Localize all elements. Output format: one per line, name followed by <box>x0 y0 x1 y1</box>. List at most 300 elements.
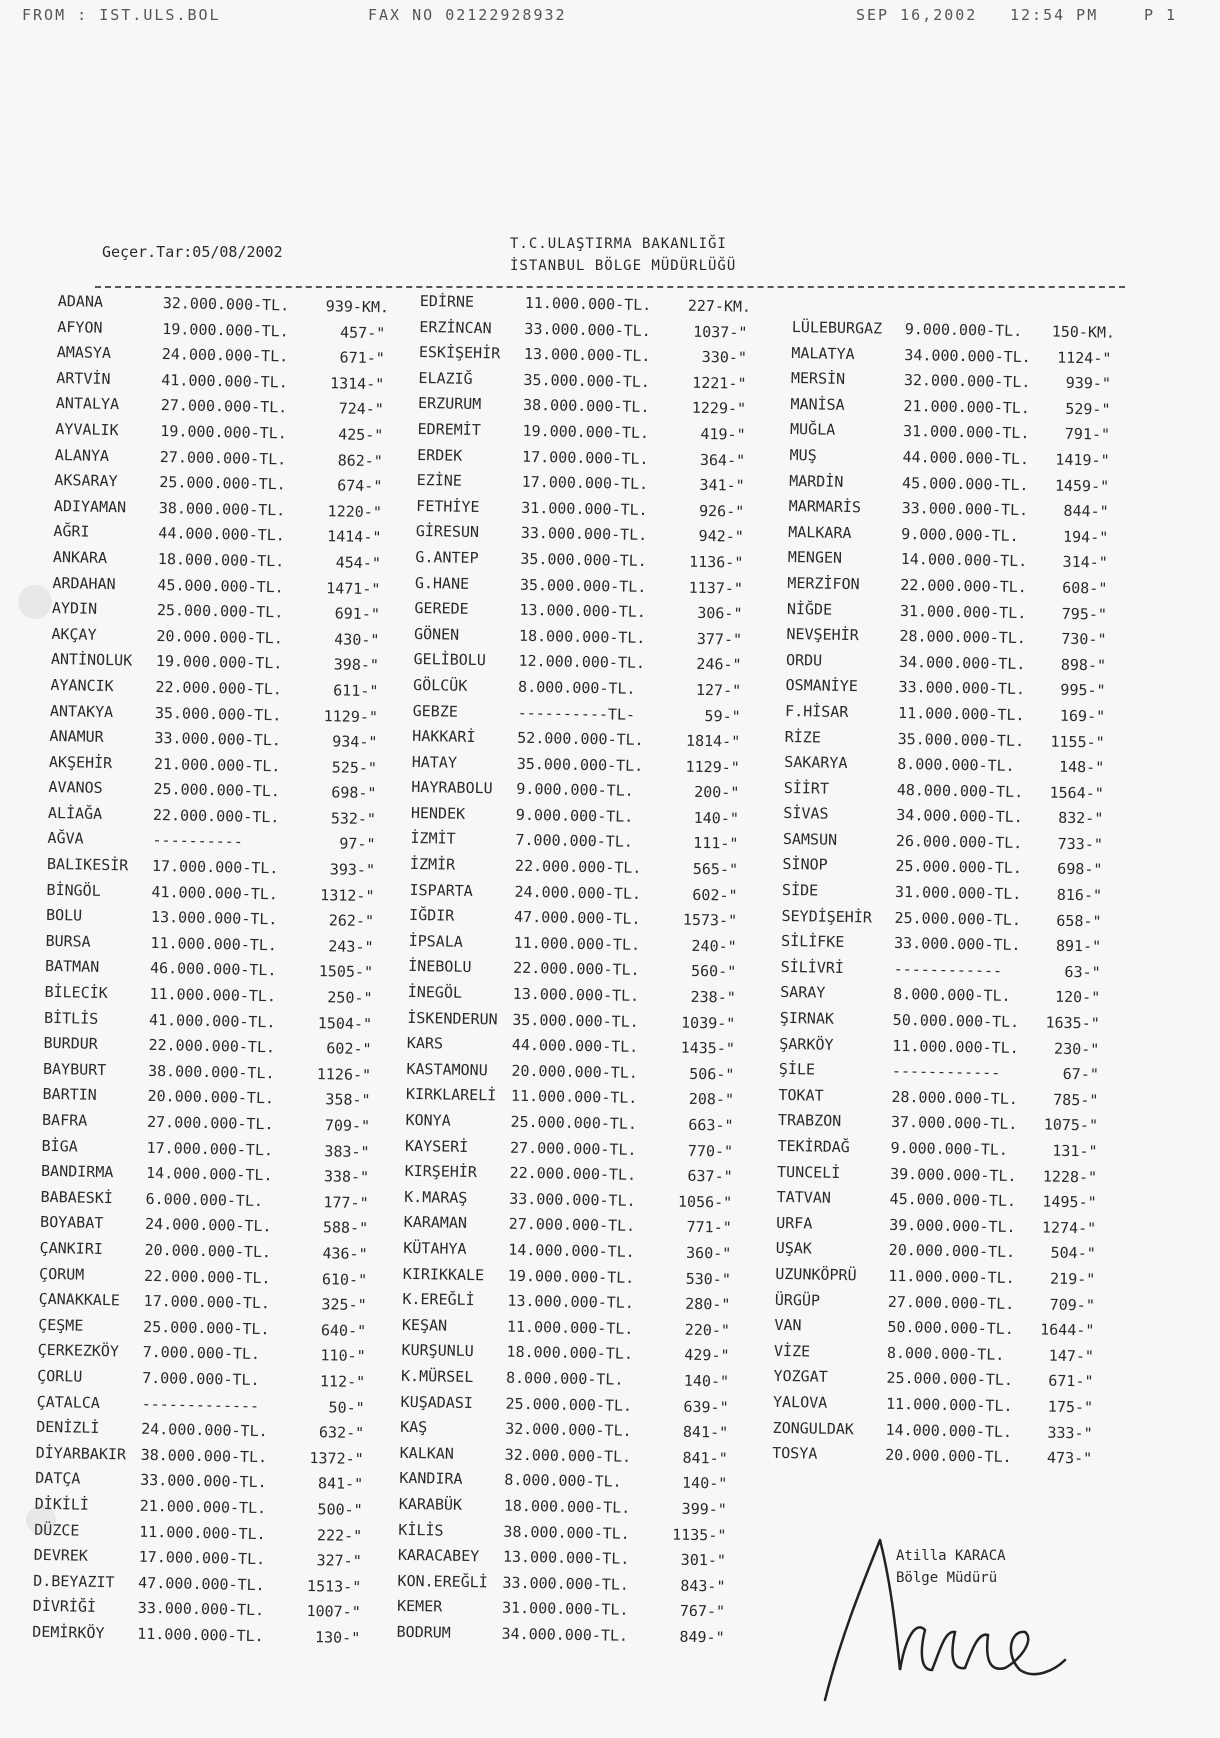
distance-km: 140-" <box>683 1371 730 1391</box>
distance-km: 338-" <box>323 1167 370 1187</box>
city-name: SAMSUN <box>782 829 838 849</box>
fax-date: SEP 16,2002 <box>856 6 978 24</box>
fare-amount: 22.000.000-TL. <box>152 805 280 827</box>
fare-amount: 24.000.000-TL. <box>514 882 642 903</box>
distance-km: 240-" <box>691 936 737 956</box>
city-name: EZİNE <box>416 471 463 490</box>
city-name: TOSYA <box>772 1443 818 1463</box>
distance-km: 691-" <box>334 604 381 624</box>
fare-amount: 31.000.000-TL. <box>501 1598 629 1620</box>
distance-km: 430-" <box>334 630 380 649</box>
distance-km: 383-" <box>324 1141 370 1161</box>
fax-header <box>0 6 1220 28</box>
city-name: GELİBOLU <box>413 650 486 670</box>
city-name: MERSİN <box>790 369 846 389</box>
distance-km: 325-" <box>321 1295 367 1315</box>
distance-km: 1124-" <box>1057 348 1112 368</box>
fare-amount: ------------- <box>141 1394 260 1415</box>
city-name: KAŞ <box>400 1417 428 1437</box>
city-name: ADIYAMAN <box>53 496 127 517</box>
city-name: K.MÜRSEL <box>400 1366 474 1387</box>
fare-amount: 11.000.000-TL. <box>149 984 277 1006</box>
city-name: BAYBURT <box>42 1059 107 1079</box>
fare-amount: 39.000.000-TL. <box>889 1164 1017 1185</box>
city-name: SEYDİŞEHİR <box>781 906 873 927</box>
fare-amount: 39.000.000-TL. <box>889 1215 1016 1236</box>
distance-km: 663-" <box>688 1115 734 1135</box>
fare-amount: 8.000.000-TL. <box>517 677 636 698</box>
fare-amount: 32.000.000-TL. <box>162 294 290 315</box>
fare-amount: 20.000.000-TL. <box>888 1241 1016 1262</box>
fare-amount: 11.000.000-TL. <box>524 293 652 315</box>
fare-amount: 33.000.000-TL. <box>137 1599 265 1620</box>
city-name: TATVAN <box>776 1188 831 1207</box>
city-name: AYANCIK <box>50 675 114 696</box>
city-name: MALATYA <box>791 343 855 363</box>
distance-km: 602-" <box>692 885 738 905</box>
distance-km: 473-" <box>1046 1448 1093 1468</box>
city-name: ARTVİN <box>56 368 111 388</box>
distance-km: 419-" <box>700 424 746 444</box>
distance-km: 841-" <box>682 1448 728 1468</box>
distance-km: 220-" <box>684 1320 731 1340</box>
distance-km: 1312-" <box>320 885 375 905</box>
fare-amount: 8.000.000-TL. <box>893 985 1011 1006</box>
fare-amount: 22.000.000-TL. <box>514 856 642 878</box>
fare-amount: 17.000.000-TL. <box>521 472 649 494</box>
distance-km: 330-" <box>701 348 748 367</box>
fare-amount: 11.000.000-TL. <box>888 1266 1015 1288</box>
city-name: AYVALIK <box>55 419 119 440</box>
fare-amount: 13.000.000-TL. <box>519 600 647 622</box>
fare-amount: 24.000.000-TL. <box>144 1215 272 1236</box>
city-name: GİRESUN <box>415 522 480 542</box>
fare-amount: 18.000.000-TL. <box>506 1343 634 1364</box>
fare-amount: 12.000.000-TL. <box>518 652 646 673</box>
validity-date: Geçer.Tar:05/08/2002 <box>102 243 283 261</box>
city-name: BURDUR <box>43 1034 98 1054</box>
distance-km: 639-" <box>683 1397 729 1417</box>
fare-amount: 33.000.000-TL. <box>154 729 282 750</box>
distance-km: 506-" <box>689 1064 735 1084</box>
distance-km: 771-" <box>686 1218 732 1237</box>
distance-km: 1513-" <box>306 1576 362 1596</box>
fare-amount: ------------ <box>893 959 1003 980</box>
distance-km: 67-" <box>1062 1065 1099 1084</box>
distance-km: 219-" <box>1049 1269 1096 1289</box>
city-name: K.EREĞLİ <box>402 1290 475 1310</box>
fare-amount: 35.000.000-TL. <box>154 703 282 724</box>
fare-amount: 9.000.000-TL. <box>890 1138 1009 1159</box>
distance-km: 327-" <box>316 1551 362 1571</box>
distance-km: 637-" <box>687 1166 733 1186</box>
distance-km: 658-" <box>1056 911 1102 931</box>
distance-km: 632-" <box>318 1423 365 1443</box>
fare-amount: 20.000.000-TL. <box>511 1061 639 1082</box>
distance-km: 120-" <box>1054 988 1101 1007</box>
fare-amount: 6.000.000-TL. <box>145 1189 264 1210</box>
fare-amount: 19.000.000-TL. <box>522 421 650 442</box>
city-name: HATAY <box>411 752 458 772</box>
fare-amount: 44.000.000-TL. <box>158 524 285 545</box>
fare-amount: 45.000.000-TL. <box>889 1190 1017 1211</box>
fare-amount: 25.000.000-TL. <box>505 1394 633 1415</box>
fare-amount: 8.000.000-TL. <box>897 754 1015 776</box>
city-name: BİTLİS <box>43 1008 99 1028</box>
distance-km: 130-" <box>314 1628 361 1647</box>
distance-km: 610-" <box>321 1269 368 1289</box>
fare-amount: 50.000.000-TL. <box>887 1317 1014 1339</box>
fare-amount: 11.000.000-TL. <box>150 933 278 955</box>
fare-amount: 20.000.000-TL. <box>147 1087 275 1108</box>
city-name: AMASYA <box>56 343 112 363</box>
city-name: ALİAĞA <box>47 803 103 823</box>
fare-amount: 11.000.000-TL. <box>885 1394 1013 1415</box>
fare-amount: 33.000.000-TL. <box>520 524 648 545</box>
fare-amount: 52.000.000-TL. <box>517 728 644 750</box>
distance-km: 1039-" <box>680 1013 736 1033</box>
distance-km: 377-" <box>696 629 743 649</box>
distance-km: 1037-" <box>693 322 748 342</box>
distance-km: 111-" <box>693 834 739 854</box>
city-name: D.BEYAZIT <box>33 1571 115 1592</box>
distance-km: 398-" <box>333 655 380 675</box>
fare-amount: 27.000.000-TL. <box>508 1215 636 1236</box>
fare-amount: 25.000.000-TL. <box>886 1369 1014 1390</box>
header-divider <box>95 286 1125 288</box>
fare-amount: 14.000.000-TL. <box>145 1164 273 1185</box>
city-name: RİZE <box>784 727 821 747</box>
city-name: BARTIN <box>42 1085 97 1105</box>
fare-amount: 14.000.000-TL. <box>885 1420 1013 1441</box>
signatory-name: Atilla KARACA <box>896 1548 1006 1564</box>
distance-km: 1459-" <box>1054 476 1110 496</box>
fare-amount: 41.000.000-TL. <box>161 370 288 392</box>
fax-time: 12:54 PM <box>1010 6 1099 24</box>
fare-amount: 9.000.000-TL. <box>516 780 634 801</box>
fare-amount: 11.000.000-TL. <box>506 1317 634 1338</box>
distance-km: 1504-" <box>317 1013 373 1033</box>
fare-amount: 27.000.000-TL. <box>160 396 288 417</box>
city-name: AKÇAY <box>51 624 97 644</box>
distance-km: 50-" <box>328 1397 365 1417</box>
fare-amount: 21.000.000-TL. <box>153 754 281 776</box>
city-name: KEMER <box>396 1597 443 1616</box>
fare-amount: 8.000.000-TL. <box>505 1368 624 1389</box>
distance-km: 1136-" <box>688 552 744 572</box>
fare-amount: 50.000.000-TL. <box>892 1010 1020 1032</box>
fare-amount: 41.000.000-TL. <box>151 882 279 903</box>
scan-blot <box>26 1505 56 1535</box>
fare-amount: 7.000.000-TL. <box>141 1368 260 1390</box>
city-name: KIRKLARELİ <box>405 1085 497 1105</box>
city-name: ÇERKEZKÖY <box>37 1341 120 1361</box>
fare-amount: 21.000.000-TL. <box>139 1496 267 1518</box>
city-name: ÇANKIRI <box>39 1238 104 1259</box>
city-name: BURSA <box>45 931 91 951</box>
distance-km: 110-" <box>320 1346 366 1366</box>
fare-amount: 47.000.000-TL. <box>513 907 641 929</box>
city-name: SİİRT <box>783 778 830 798</box>
city-name: OSMANİYE <box>785 676 858 696</box>
fare-amount: 38.000.000-TL. <box>522 396 650 417</box>
distance-km: 1495-" <box>1042 1192 1097 1212</box>
distance-km: 1126-" <box>316 1064 372 1084</box>
distance-km: 844-" <box>1063 501 1109 521</box>
distance-km: 730-" <box>1061 629 1107 649</box>
distance-km: 399-" <box>681 1499 727 1519</box>
fare-amount: 25.000.000-TL. <box>159 473 286 494</box>
city-name: MERZİFON <box>787 573 860 594</box>
distance-km: 1573-" <box>682 910 738 930</box>
fare-amount: 38.000.000-TL. <box>140 1445 268 1466</box>
fare-amount: 13.000.000-TL. <box>150 908 278 929</box>
city-name: SİVAS <box>783 804 829 823</box>
distance-km: 898-" <box>1060 655 1107 675</box>
city-name: TOKAT <box>778 1085 824 1105</box>
fare-amount: 37.000.000-TL. <box>890 1113 1018 1134</box>
distance-km: 1220-" <box>327 501 383 522</box>
fare-amount: 33.000.000-TL. <box>893 934 1021 955</box>
distance-km: 500-" <box>317 1500 363 1519</box>
city-name: KİLİS <box>398 1520 444 1540</box>
distance-km: 934-" <box>332 732 378 752</box>
fare-amount: 19.000.000-TL. <box>160 421 287 443</box>
city-name: SİDE <box>781 880 819 900</box>
distance-km: 841-" <box>682 1422 729 1442</box>
city-name: ANTİNOLUK <box>50 650 133 670</box>
city-name: SİLİFKE <box>780 932 845 952</box>
city-name: ŞARKÖY <box>779 1034 834 1054</box>
distance-km: 698-" <box>331 783 377 803</box>
distance-km: 59-" <box>704 706 741 726</box>
distance-km: 843-" <box>680 1576 726 1596</box>
city-name: KANDIRA <box>399 1469 463 1489</box>
distance-km: 150-KM. <box>1051 322 1116 342</box>
fare-amount: ------------ <box>891 1062 1001 1082</box>
city-name: MANİSA <box>790 394 845 414</box>
fare-amount: 33.000.000-TL. <box>140 1471 267 1492</box>
distance-km: 112-" <box>319 1372 366 1392</box>
fare-amount: ----------TL- <box>517 703 636 724</box>
fare-amount: 25.000.000-TL. <box>895 857 1023 878</box>
city-name: İZMİR <box>409 854 456 874</box>
city-name: VİZE <box>773 1341 811 1361</box>
distance-km: 393-" <box>329 860 376 880</box>
tariff-column-3 <box>772 318 1152 1476</box>
city-name: MUĞLA <box>789 420 836 440</box>
distance-km: 849-" <box>679 1627 725 1647</box>
city-name: BOLU <box>45 906 83 925</box>
distance-km: 1814-" <box>685 731 741 751</box>
city-name: ZONGULDAK <box>772 1418 855 1438</box>
city-name: KIRŞEHİR <box>404 1162 478 1182</box>
fare-amount: 32.000.000-TL. <box>505 1419 632 1440</box>
distance-km: 200-" <box>693 783 740 802</box>
distance-km: 1229-" <box>691 399 747 419</box>
city-name: DİVRİĞİ <box>32 1597 97 1617</box>
fare-amount: 46.000.000-TL. <box>149 959 277 980</box>
distance-km: 795-" <box>1061 604 1108 624</box>
fare-amount: 28.000.000-TL. <box>899 627 1027 648</box>
distance-km: 131-" <box>1052 1141 1098 1161</box>
distance-km: 891-" <box>1055 936 1102 956</box>
city-name: BABAESKİ <box>40 1187 114 1207</box>
fare-amount: 27.000.000-TL. <box>509 1138 637 1159</box>
document-title <box>510 233 736 277</box>
fare-amount: 32.000.000-TL. <box>504 1445 632 1466</box>
distance-km: 1419-" <box>1055 450 1110 470</box>
distance-km: 306-" <box>697 604 743 623</box>
city-name: ERDEK <box>417 445 463 465</box>
city-name: ÇORUM <box>38 1264 85 1284</box>
distance-km: 1221-" <box>692 373 747 393</box>
city-name: ÇORLU <box>37 1366 83 1386</box>
city-name: G.HANE <box>414 573 470 593</box>
city-name: KUŞADASI <box>400 1392 474 1412</box>
city-name: İZMİT <box>410 829 456 849</box>
distance-km: 640-" <box>320 1320 367 1340</box>
city-name: BANDIRMA <box>40 1162 114 1182</box>
distance-km: 1314-" <box>329 374 385 394</box>
distance-km: 1129-" <box>685 757 740 777</box>
fare-amount: 22.000.000-TL. <box>509 1163 637 1185</box>
fare-amount: 17.000.000-TL. <box>521 447 649 468</box>
distance-km: 140-" <box>681 1474 728 1493</box>
tariff-row <box>396 1623 756 1655</box>
distance-km: 1129-" <box>323 706 379 726</box>
distance-km: 724-" <box>338 399 384 419</box>
distance-km: 698-" <box>1057 860 1103 879</box>
city-name: ÜRGÜP <box>774 1290 821 1310</box>
city-name: AYDIN <box>51 599 98 618</box>
fare-amount: 38.000.000-TL. <box>147 1061 275 1083</box>
city-name: F.HİSAR <box>784 701 849 721</box>
fare-amount: 44.000.000-TL. <box>511 1035 639 1057</box>
fare-amount: 34.000.000-TL. <box>501 1624 629 1645</box>
distance-km: 1471-" <box>326 578 381 598</box>
distance-km: 314-" <box>1062 553 1108 572</box>
city-name: ARDAHAN <box>52 573 116 593</box>
distance-km: 250-" <box>327 988 373 1008</box>
city-name: SİNOP <box>782 855 828 875</box>
city-name: KÜTAHYA <box>403 1238 467 1258</box>
city-name: GEREDE <box>414 599 469 619</box>
fare-amount: 35.000.000-TL. <box>516 754 644 775</box>
fare-amount: 34.000.000-TL. <box>904 345 1031 366</box>
city-name: DENİZLİ <box>36 1417 100 1438</box>
distance-km: 333-" <box>1047 1423 1093 1442</box>
fare-amount: 28.000.000-TL. <box>891 1087 1019 1108</box>
distance-km: 1228-" <box>1042 1167 1098 1187</box>
city-name: SARAY <box>780 983 826 1003</box>
fax-page: P 1 <box>1144 6 1178 24</box>
fare-amount: 26.000.000-TL. <box>895 831 1023 852</box>
distance-km: 939-KM. <box>325 297 390 317</box>
city-name: SİLİVRİ <box>780 957 845 977</box>
distance-km: 588-" <box>322 1218 369 1238</box>
fare-amount: 20.000.000-TL. <box>144 1240 272 1262</box>
fare-amount: 13.000.000-TL. <box>523 345 651 366</box>
fare-amount: 34.000.000-TL. <box>896 806 1023 827</box>
city-name: ŞIRNAK <box>779 1008 835 1028</box>
fare-amount: 9.000.000-TL. <box>904 319 1023 341</box>
fare-amount: 25.000.000-TL. <box>142 1317 270 1339</box>
distance-km: 454-" <box>335 553 382 573</box>
fare-amount: 35.000.000-TL. <box>523 370 651 391</box>
distance-km: 1644-" <box>1040 1320 1095 1340</box>
fare-amount: 24.000.000-TL. <box>141 1419 268 1441</box>
fare-amount: 13.000.000-TL. <box>512 984 640 1005</box>
distance-km: 709-" <box>1049 1295 1095 1314</box>
fare-amount: 7.000.000-TL. <box>515 831 633 852</box>
distance-km: 816-" <box>1056 885 1103 905</box>
fare-amount: 20.000.000-TL. <box>885 1445 1012 1467</box>
distance-km: 169-" <box>1059 706 1106 726</box>
distance-km: 177-" <box>323 1193 369 1212</box>
distance-km: 560-" <box>690 962 737 982</box>
fare-amount: 22.000.000-TL. <box>155 677 283 699</box>
fare-amount: 31.000.000-TL. <box>902 422 1030 443</box>
distance-km: 926-" <box>698 501 745 521</box>
city-name: ANKARA <box>52 547 108 567</box>
distance-km: 194-" <box>1062 527 1109 547</box>
distance-km: 436-" <box>322 1244 368 1264</box>
city-name: KAYSERİ <box>404 1136 469 1156</box>
city-name: ÇANAKKALE <box>38 1289 121 1310</box>
city-name: DATÇA <box>35 1469 81 1488</box>
city-name: KARAMAN <box>403 1213 468 1233</box>
fare-amount: 11.000.000-TL. <box>892 1036 1019 1057</box>
distance-km: 1135-" <box>672 1525 727 1545</box>
city-name: BİNGÖL <box>46 880 101 900</box>
distance-km: 227-KM. <box>687 296 752 316</box>
fare-amount: 33.000.000-TL. <box>502 1573 630 1594</box>
distance-km: 230-" <box>1053 1039 1100 1059</box>
distance-km: 671-" <box>339 348 385 368</box>
fare-amount: 19.000.000-TL. <box>507 1266 635 1287</box>
distance-km: 140-" <box>693 808 740 828</box>
fare-amount: 17.000.000-TL. <box>151 856 279 878</box>
distance-km: 674-" <box>337 476 383 496</box>
directorate-name: İSTANBUL BÖLGE MÜDÜRLÜĞÜ <box>510 258 737 274</box>
fare-amount: 17.000.000-TL. <box>146 1138 274 1159</box>
distance-km: 246-" <box>696 655 742 674</box>
distance-km: 504-" <box>1050 1244 1096 1263</box>
handwritten-signature <box>820 1520 1070 1710</box>
distance-km: 671-" <box>1048 1371 1094 1391</box>
fare-amount: 25.000.000-TL. <box>894 908 1022 929</box>
city-name: AĞVA <box>47 829 84 849</box>
distance-km: 1075-" <box>1043 1115 1099 1135</box>
fare-amount: 13.000.000-TL. <box>507 1291 634 1313</box>
distance-km: 1414-" <box>326 527 382 547</box>
city-name: İNEBOLU <box>408 957 472 977</box>
city-name: KIRIKKALE <box>402 1264 485 1284</box>
distance-km: 767-" <box>679 1602 726 1621</box>
city-name: ÇATALCA <box>36 1392 101 1412</box>
fare-amount: 24.000.000-TL. <box>161 345 289 366</box>
city-name: AKŞEHİR <box>48 752 113 772</box>
distance-km: 148-" <box>1058 757 1105 777</box>
tariff-column-1 <box>32 292 418 1655</box>
city-name: LÜLEBURGAZ <box>791 318 883 338</box>
distance-km: 832-" <box>1058 809 1104 828</box>
distance-km: 147-" <box>1048 1346 1095 1366</box>
fare-amount: 8.000.000-TL. <box>504 1470 622 1492</box>
distance-km: 280-" <box>685 1294 731 1314</box>
distance-km: 942-" <box>698 527 744 547</box>
